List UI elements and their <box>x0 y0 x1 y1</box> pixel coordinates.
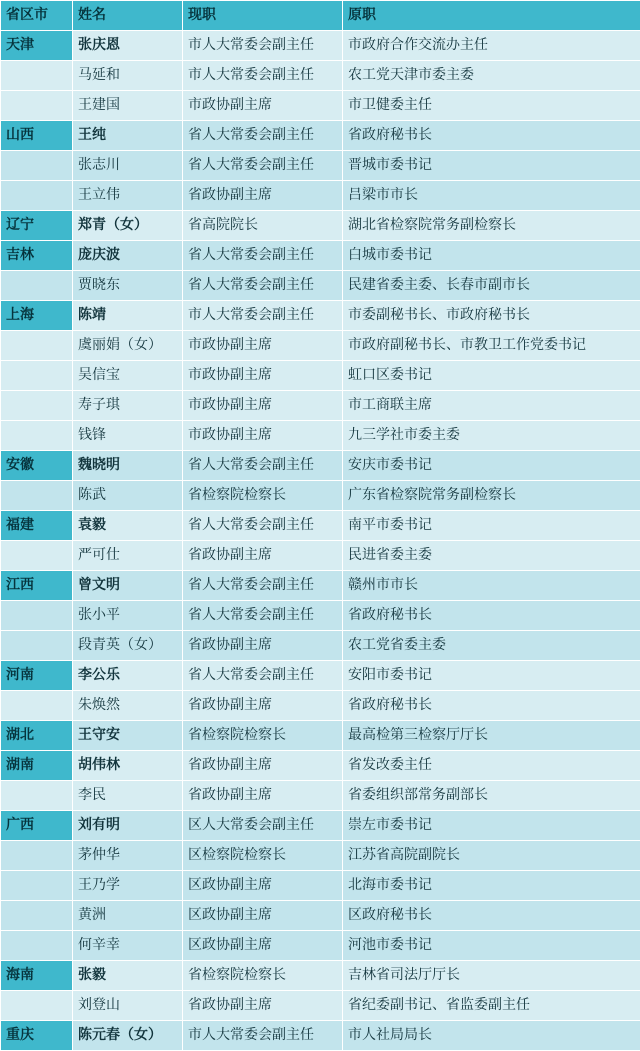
table-row <box>1 301 640 331</box>
cell-current-post: 省检察院检察长 <box>183 721 343 751</box>
cell-region <box>1 151 73 181</box>
cell-current-post: 省政协副主席 <box>183 751 343 781</box>
cell-name: 刘有明 <box>73 811 183 841</box>
cell-region <box>1 181 73 211</box>
cell-name: 陈元春（女） <box>73 1021 183 1051</box>
table-row <box>1 391 640 421</box>
cell-former-post: 农工党省委主委 <box>343 631 640 661</box>
cell-region <box>1 991 73 1021</box>
table-row <box>1 31 640 61</box>
cell-former-post: 九三学社市委主委 <box>343 421 640 451</box>
cell-name: 王建国 <box>73 91 183 121</box>
cell-region <box>1 421 73 451</box>
cell-region: 辽宁 <box>1 211 73 241</box>
cell-name: 王纯 <box>73 121 183 151</box>
cell-name: 贾晓东 <box>73 271 183 301</box>
cell-current-post: 省政协副主席 <box>183 691 343 721</box>
cell-current-post: 省高院院长 <box>183 211 343 241</box>
cell-current-post: 省政协副主席 <box>183 541 343 571</box>
cell-region <box>1 541 73 571</box>
table-row <box>1 931 640 961</box>
cell-name: 王立伟 <box>73 181 183 211</box>
cell-former-post: 河池市委书记 <box>343 931 640 961</box>
table-row <box>1 631 640 661</box>
cell-current-post: 区政协副主席 <box>183 901 343 931</box>
cell-current-post: 省人大常委会副主任 <box>183 151 343 181</box>
cell-current-post: 省政协副主席 <box>183 991 343 1021</box>
table-row <box>1 961 640 991</box>
cell-name: 张志川 <box>73 151 183 181</box>
cell-current-post: 市政协副主席 <box>183 391 343 421</box>
cell-current-post: 市人大常委会副主任 <box>183 301 343 331</box>
cell-current-post: 省政协副主席 <box>183 181 343 211</box>
cell-former-post: 民建省委主委、长春市副市长 <box>343 271 640 301</box>
cell-name: 朱焕然 <box>73 691 183 721</box>
cell-former-post: 市政府合作交流办主任 <box>343 31 640 61</box>
cell-former-post: 省政府秘书长 <box>343 691 640 721</box>
table-row <box>1 781 640 811</box>
cell-region: 上海 <box>1 301 73 331</box>
cell-name: 吴信宝 <box>73 361 183 391</box>
cell-current-post: 省人大常委会副主任 <box>183 271 343 301</box>
cell-former-post: 晋城市委书记 <box>343 151 640 181</box>
cell-name: 张小平 <box>73 601 183 631</box>
cell-name: 张毅 <box>73 961 183 991</box>
cell-current-post: 市人大常委会副主任 <box>183 61 343 91</box>
cell-name: 陈靖 <box>73 301 183 331</box>
table-row <box>1 121 640 151</box>
cell-former-post: 江苏省高院副院长 <box>343 841 640 871</box>
cell-region: 福建 <box>1 511 73 541</box>
cell-former-post: 农工党天津市委主委 <box>343 61 640 91</box>
cell-former-post: 安阳市委书记 <box>343 661 640 691</box>
cell-region <box>1 841 73 871</box>
table-row <box>1 541 640 571</box>
cell-current-post: 市人大常委会副主任 <box>183 31 343 61</box>
cell-region: 河南 <box>1 661 73 691</box>
table-row <box>1 451 640 481</box>
table-row <box>1 751 640 781</box>
cell-former-post: 市政府副秘书长、市教卫工作党委书记 <box>343 331 640 361</box>
table-row <box>1 61 640 91</box>
table-row <box>1 571 640 601</box>
column-header-name: 姓名 <box>73 1 183 31</box>
cell-region: 山西 <box>1 121 73 151</box>
table-row <box>1 241 640 271</box>
table-header-row <box>1 1 640 31</box>
table-row <box>1 691 640 721</box>
cell-former-post: 广东省检察院常务副检察长 <box>343 481 640 511</box>
cell-former-post: 白城市委书记 <box>343 241 640 271</box>
cell-region: 天津 <box>1 31 73 61</box>
table-row <box>1 91 640 121</box>
table-row <box>1 361 640 391</box>
cell-former-post: 崇左市委书记 <box>343 811 640 841</box>
cell-former-post: 赣州市市长 <box>343 571 640 601</box>
cell-region: 广西 <box>1 811 73 841</box>
cell-former-post: 省政府秘书长 <box>343 121 640 151</box>
cell-current-post: 省检察院检察长 <box>183 961 343 991</box>
table-row <box>1 421 640 451</box>
cell-former-post: 市卫健委主任 <box>343 91 640 121</box>
cell-current-post: 省政协副主席 <box>183 631 343 661</box>
cell-region: 重庆 <box>1 1021 73 1051</box>
table-row <box>1 151 640 181</box>
cell-former-post: 省发改委主任 <box>343 751 640 781</box>
cell-former-post: 北海市委书记 <box>343 871 640 901</box>
cell-region <box>1 361 73 391</box>
cell-name: 陈武 <box>73 481 183 511</box>
table-row <box>1 211 640 241</box>
cell-region: 湖北 <box>1 721 73 751</box>
cell-name: 严可仕 <box>73 541 183 571</box>
cell-region <box>1 331 73 361</box>
cell-name: 段青英（女） <box>73 631 183 661</box>
cell-name: 刘登山 <box>73 991 183 1021</box>
cell-name: 胡伟林 <box>73 751 183 781</box>
cell-former-post: 省政府秘书长 <box>343 601 640 631</box>
cell-current-post: 省人大常委会副主任 <box>183 241 343 271</box>
cell-current-post: 区政协副主席 <box>183 931 343 961</box>
cell-former-post: 区政府秘书长 <box>343 901 640 931</box>
cell-name: 庞庆波 <box>73 241 183 271</box>
cell-name: 郑青（女） <box>73 211 183 241</box>
cell-region: 吉林 <box>1 241 73 271</box>
cell-former-post: 南平市委书记 <box>343 511 640 541</box>
cell-current-post: 省人大常委会副主任 <box>183 451 343 481</box>
cell-region <box>1 271 73 301</box>
table-row <box>1 271 640 301</box>
cell-region: 安徽 <box>1 451 73 481</box>
cell-current-post: 省政协副主席 <box>183 781 343 811</box>
table-row <box>1 841 640 871</box>
cell-region <box>1 61 73 91</box>
cell-name: 寿子琪 <box>73 391 183 421</box>
cell-former-post: 湖北省检察院常务副检察长 <box>343 211 640 241</box>
cell-region <box>1 91 73 121</box>
cell-name: 袁毅 <box>73 511 183 541</box>
table-row <box>1 601 640 631</box>
cell-name: 虞丽娟（女） <box>73 331 183 361</box>
table-row <box>1 1021 640 1051</box>
cell-name: 李公乐 <box>73 661 183 691</box>
cell-current-post: 区检察院检察长 <box>183 841 343 871</box>
table-row <box>1 811 640 841</box>
table-row <box>1 181 640 211</box>
cell-former-post: 吉林省司法厅厅长 <box>343 961 640 991</box>
table-row <box>1 481 640 511</box>
table-header <box>1 1 640 31</box>
table-row <box>1 331 640 361</box>
cell-name: 马延和 <box>73 61 183 91</box>
cell-current-post: 区人大常委会副主任 <box>183 811 343 841</box>
cell-current-post: 市政协副主席 <box>183 331 343 361</box>
cell-current-post: 市人大常委会副主任 <box>183 1021 343 1051</box>
cell-current-post: 市政协副主席 <box>183 361 343 391</box>
cell-name: 何辛幸 <box>73 931 183 961</box>
cell-region: 湖南 <box>1 751 73 781</box>
cell-region: 江西 <box>1 571 73 601</box>
cell-name: 李民 <box>73 781 183 811</box>
cell-name: 张庆恩 <box>73 31 183 61</box>
cell-region <box>1 871 73 901</box>
cell-former-post: 市人社局局长 <box>343 1021 640 1051</box>
cell-name: 王守安 <box>73 721 183 751</box>
cell-current-post: 省人大常委会副主任 <box>183 571 343 601</box>
cell-former-post: 市委副秘书长、市政府秘书长 <box>343 301 640 331</box>
table-row <box>1 511 640 541</box>
cell-region <box>1 481 73 511</box>
cell-region <box>1 901 73 931</box>
cell-name: 魏晓明 <box>73 451 183 481</box>
cell-region <box>1 691 73 721</box>
cell-former-post: 省纪委副书记、省监委副主任 <box>343 991 640 1021</box>
cell-current-post: 省人大常委会副主任 <box>183 601 343 631</box>
table-row <box>1 901 640 931</box>
cell-region <box>1 601 73 631</box>
cell-former-post: 市工商联主席 <box>343 391 640 421</box>
cell-current-post: 区政协副主席 <box>183 871 343 901</box>
table-row <box>1 871 640 901</box>
cell-current-post: 省人大常委会副主任 <box>183 511 343 541</box>
cell-name: 曾文明 <box>73 571 183 601</box>
cell-name: 钱锋 <box>73 421 183 451</box>
table-row <box>1 661 640 691</box>
cell-region <box>1 391 73 421</box>
cell-former-post: 吕梁市市长 <box>343 181 640 211</box>
cell-name: 茅仲华 <box>73 841 183 871</box>
column-header-former-post: 原职 <box>343 1 640 31</box>
cell-current-post: 市政协副主席 <box>183 421 343 451</box>
cell-former-post: 省委组织部常务副部长 <box>343 781 640 811</box>
table-body <box>1 31 640 1051</box>
cell-region: 海南 <box>1 961 73 991</box>
cell-current-post: 市政协副主席 <box>183 91 343 121</box>
cell-current-post: 省人大常委会副主任 <box>183 661 343 691</box>
cell-name: 王乃学 <box>73 871 183 901</box>
cell-name: 黄洲 <box>73 901 183 931</box>
cell-current-post: 省人大常委会副主任 <box>183 121 343 151</box>
cell-current-post: 省检察院检察长 <box>183 481 343 511</box>
table-row <box>1 991 640 1021</box>
cell-former-post: 民进省委主委 <box>343 541 640 571</box>
cell-region <box>1 781 73 811</box>
cell-former-post: 虹口区委书记 <box>343 361 640 391</box>
cell-region <box>1 931 73 961</box>
cell-former-post: 最高检第三检察厅厅长 <box>343 721 640 751</box>
column-header-region: 省区市 <box>1 1 73 31</box>
cell-region <box>1 631 73 661</box>
table-row <box>1 721 640 751</box>
cell-former-post: 安庆市委书记 <box>343 451 640 481</box>
column-header-current-post: 现职 <box>183 1 343 31</box>
